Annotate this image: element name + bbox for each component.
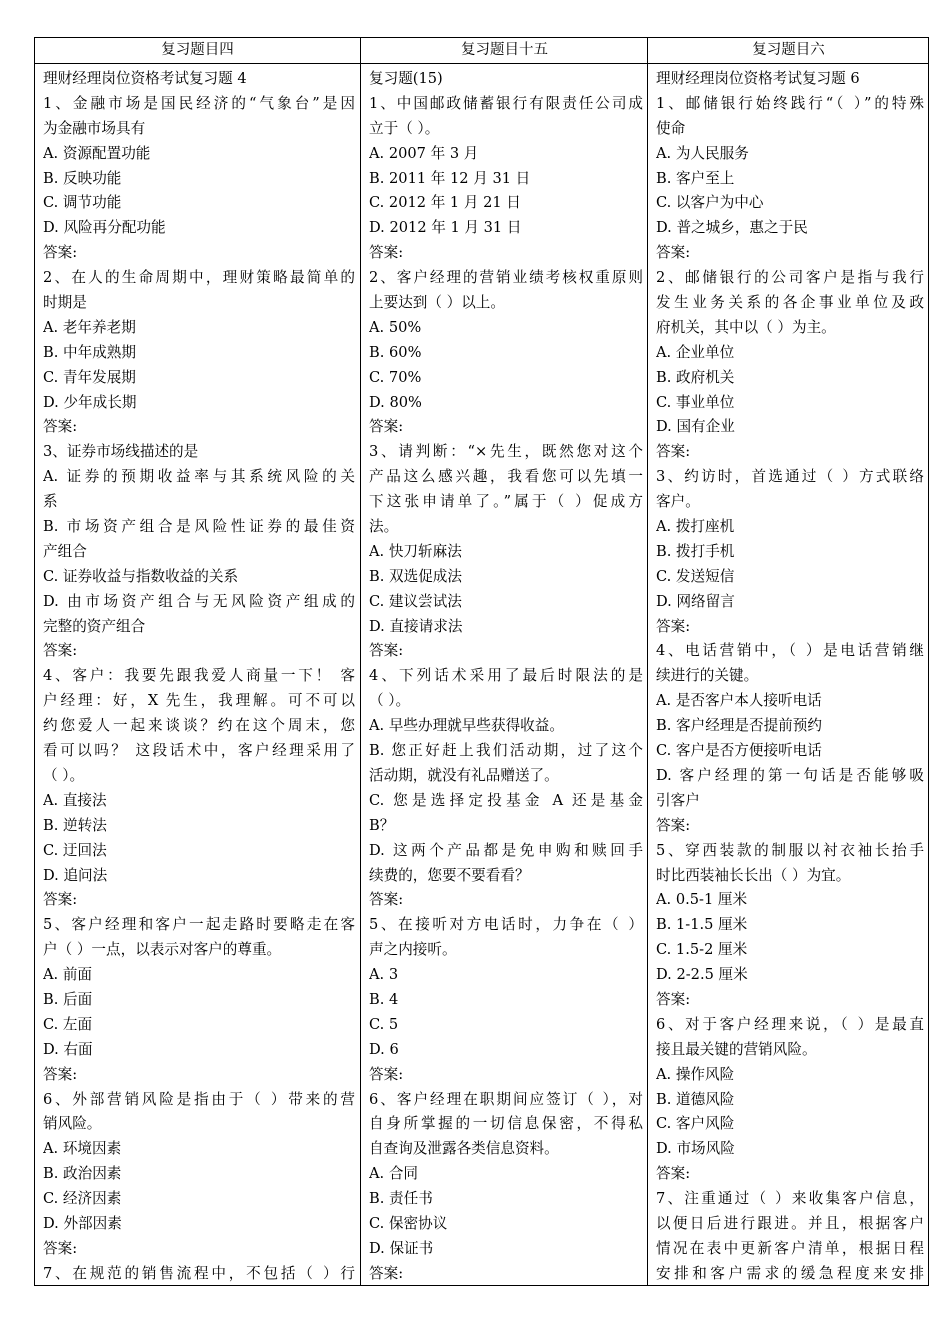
text-line: D. 国有企业	[656, 418, 735, 436]
text-line: 以便日后进行跟进。并且，根据客户	[656, 1214, 924, 1232]
text-line: 答案:	[369, 1065, 404, 1083]
text-line: C. 事业单位	[656, 393, 735, 411]
text-line: 答案:	[43, 244, 78, 262]
text-line: 理财经理岗位资格考试复习题 6	[656, 70, 860, 87]
text-line: 答案:	[369, 1264, 404, 1282]
text-line: D. 普之城乡，惠之于民	[656, 219, 808, 237]
text-line: C. 左面	[43, 1015, 93, 1033]
text-line: B. 2011 年 12 月 31 日	[369, 169, 531, 187]
text-line: D. 直接请求法	[369, 617, 463, 635]
text-line: 1、金融市场是国民经济的“气象台”是因	[43, 94, 355, 112]
text-line: 5、穿西装款的制服以衬衣袖长抬手	[656, 841, 924, 859]
text-line: C. 客户风险	[656, 1115, 735, 1133]
text-line: 答案:	[43, 1239, 78, 1257]
text-line: 答案:	[43, 1065, 78, 1083]
text-line: D. 这两个产品都是免申购和赎回手	[369, 841, 643, 859]
text-line: 下这张申请单了。”属于（ ）促成方	[369, 493, 643, 511]
text-line: A. 资源配置功能	[43, 144, 151, 162]
text-line: 看可以吗？ 这段话术中，客户经理采用了	[43, 742, 355, 760]
text-line: 完整的资产组合	[43, 617, 146, 635]
text-line: A. 是否客户本人接听电话	[656, 692, 822, 710]
text-line: D. 外部因素	[43, 1214, 122, 1232]
text-line: 1、中国邮政储蓄银行有限责任公司成	[369, 94, 643, 112]
text-line: C. 建议尝试法	[369, 592, 462, 610]
text-line: 答案:	[656, 816, 691, 834]
text-line: C. 2012 年 1 月 21 日	[369, 194, 521, 212]
text-line: 6、对于客户经理来说，（ ）是最直	[656, 1015, 924, 1033]
text-line: A. 2007 年 3 月	[369, 144, 479, 162]
text-line: 活动期，就没有礼品赠送了。	[369, 766, 559, 784]
text-line: C. 1.5-2 厘米	[656, 941, 748, 959]
column-header: 复习题目四	[35, 38, 360, 64]
text-line: 客户。	[656, 493, 700, 511]
text-line: B. 反映功能	[43, 169, 122, 187]
text-line: A. 快刀斩麻法	[369, 542, 462, 560]
text-line: C. 70%	[369, 368, 422, 386]
text-line: 引客户	[656, 791, 700, 809]
text-line: A. 环境因素	[43, 1140, 122, 1158]
text-line: 府机关，其中以（ ）为主。	[656, 318, 836, 336]
text-line: B. 政府机关	[656, 368, 735, 386]
text-line: D. 6	[369, 1040, 399, 1058]
text-line: A. 早些办理就早些获得收益。	[369, 717, 564, 735]
column-header: 复习题目六	[648, 38, 929, 64]
text-line: B. 拨打手机	[656, 542, 735, 560]
text-line: D. 少年成长期	[43, 393, 137, 411]
text-line: 7、注重通过（ ）来收集客户信息，	[656, 1190, 924, 1208]
text-line: D. 追问法	[43, 866, 108, 884]
text-line: D. 80%	[369, 393, 422, 411]
column-body	[648, 64, 929, 1285]
text-line: 答案:	[656, 1165, 691, 1183]
column-review-4	[35, 38, 360, 1285]
text-line: 系	[43, 493, 58, 511]
text-line: A. 直接法	[43, 791, 107, 809]
text-line: D. 市场风险	[656, 1140, 735, 1158]
text-line: 答案:	[43, 418, 78, 436]
text-line: 上要达到（ ）以上。	[369, 294, 505, 312]
text-line: 为金融市场具有	[43, 119, 146, 137]
text-line: A. 前面	[43, 966, 93, 984]
text-line: A. 50%	[369, 318, 422, 336]
text-line: 声之内接听。	[369, 941, 457, 959]
text-line: 答案:	[369, 891, 404, 909]
text-line: 答案:	[656, 443, 691, 461]
text-line: 自身所掌握的一切信息保密，不得私	[369, 1115, 643, 1133]
review-questions-table	[34, 37, 929, 1286]
text-line: 户（ ）一点，以表示对客户的尊重。	[43, 941, 282, 959]
text-line: 1、邮储银行始终践行“（ ）”的特殊	[656, 94, 924, 112]
text-line: 续进行的关键。	[656, 667, 759, 685]
text-line: B. 中年成熟期	[43, 343, 136, 361]
text-line: 发生业务关系的各企事业单位及政	[656, 294, 924, 312]
text-line: C. 保密协议	[369, 1214, 448, 1232]
text-line: 约您爱人一起来谈谈？约在这个周末，您	[43, 717, 355, 735]
text-line: 情况在表中更新客户清单，根据日程	[656, 1239, 924, 1257]
text-line: 2、邮储银行的公司客户是指与我行	[656, 269, 924, 287]
text-line: D. 右面	[43, 1040, 93, 1058]
text-line: 产组合	[43, 542, 87, 560]
text-line: 时比西装袖长长出（ ）为宜。	[656, 866, 851, 884]
text-line: 户经理：好，X 先生，我理解。可不可以	[43, 692, 355, 710]
text-line: B. 道德风险	[656, 1090, 735, 1108]
text-line: D. 由市场资产组合与无风险资产组成的	[43, 592, 355, 610]
text-line: B. 责任书	[369, 1190, 433, 1208]
text-line: 安排和客户需求的缓急程度来安排	[656, 1264, 924, 1282]
text-line: A. 老年养老期	[43, 318, 136, 336]
text-line: 2、客户经理的营销业绩考核权重原则	[369, 269, 643, 287]
text-line: 答案:	[656, 990, 691, 1008]
text-line: 接且最关键的营销风险。	[656, 1040, 817, 1058]
text-line: 答案:	[656, 244, 691, 262]
text-line: B. 逆转法	[43, 816, 107, 834]
text-line: 复习题(15)	[369, 70, 443, 87]
text-line: 2、在人的生命周期中，理财策略最简单的	[43, 269, 355, 287]
text-line: B. 后面	[43, 990, 93, 1008]
text-line: C. 5	[369, 1015, 399, 1033]
text-line: 答案:	[656, 617, 691, 635]
text-line: B？	[369, 816, 395, 834]
text-line: 7、在规范的销售流程中，不包括（ ）行	[43, 1264, 355, 1282]
text-line: B. 4	[369, 990, 399, 1008]
text-line: 答案:	[369, 244, 404, 262]
text-line: 6、客户经理在职期间应签订（ ），对	[369, 1090, 643, 1108]
text-line: A. 3	[369, 966, 399, 984]
text-line: 3、证券市场线描述的是	[43, 443, 199, 461]
text-line: B. 您正好赶上我们活动期，过了这个	[369, 742, 643, 760]
text-line: （ ）。	[369, 692, 411, 710]
text-line: A. 合同	[369, 1165, 419, 1183]
text-line: D. 客户经理的第一句话是否能够吸	[656, 766, 924, 784]
text-line: 产品这么感兴趣，我看您可以先填一	[369, 468, 643, 486]
column-header: 复习题目十五	[361, 38, 648, 64]
text-line: D. 风险再分配功能	[43, 219, 166, 237]
text-line: C. 迂回法	[43, 841, 107, 859]
column-body	[35, 64, 360, 1285]
text-line: 答案:	[369, 642, 404, 660]
text-line: C. 以客户为中心	[656, 194, 764, 212]
text-line: B. 客户至上	[656, 169, 735, 187]
text-line: C. 证券收益与指数收益的关系	[43, 567, 239, 585]
text-line: B. 60%	[369, 343, 422, 361]
text-line: A. 拨打座机	[656, 518, 735, 536]
text-line: 使命	[656, 119, 686, 137]
text-line: D. 保证书	[369, 1239, 434, 1257]
text-line: B. 1-1.5 厘米	[656, 916, 748, 934]
text-line: 5、客户经理和客户一起走路时要略走在客	[43, 916, 355, 934]
text-line: 4、客户：我要先跟我爱人商量一下！ 客	[43, 667, 355, 685]
text-line: C. 客户是否方便接听电话	[656, 742, 822, 760]
text-line: 续费的，您要不要看看？	[369, 866, 530, 884]
text-line: C. 您是选择定投基金 A 还是基金	[369, 791, 643, 809]
column-review-15	[360, 38, 648, 1285]
text-line: B. 双选促成法	[369, 567, 462, 585]
text-line: B. 政治因素	[43, 1165, 122, 1183]
text-line: 5、在接听对方电话时，力争在（ ）	[369, 916, 643, 934]
text-line: 3、约访时，首选通过（ ）方式联络	[656, 468, 924, 486]
text-line: D. 2-2.5 厘米	[656, 966, 748, 984]
text-line: A. 0.5-1 厘米	[656, 891, 748, 909]
text-line: 法。	[369, 518, 399, 536]
text-line: （ ）。	[43, 766, 85, 784]
text-line: B. 市场资产组合是风险性证券的最佳资	[43, 518, 355, 536]
text-line: 4、电话营销中，（ ）是电话营销继	[656, 642, 924, 660]
text-line: 时期是	[43, 294, 87, 312]
text-line: A. 操作风险	[656, 1065, 735, 1083]
text-line: 理财经理岗位资格考试复习题 4	[43, 70, 247, 87]
text-line: C. 经济因素	[43, 1190, 122, 1208]
text-line: 答案:	[43, 642, 78, 660]
text-line: A. 证券的预期收益率与其系统风险的关	[43, 468, 355, 486]
text-line: 立于（ ）。	[369, 119, 440, 137]
text-line: C. 调节功能	[43, 194, 122, 212]
text-line: 6、外部营销风险是指由于（ ）带来的营	[43, 1090, 355, 1108]
text-line: D. 网络留言	[656, 592, 735, 610]
text-line: 销风险。	[43, 1115, 102, 1133]
text-line: 答案:	[369, 418, 404, 436]
text-line: C. 青年发展期	[43, 368, 136, 386]
text-line: A. 为人民服务	[656, 144, 749, 162]
text-line: D. 2012 年 1 月 31 日	[369, 219, 522, 237]
text-line: A. 企业单位	[656, 343, 735, 361]
text-line: 3、请判断：“×先生，既然您对这个	[369, 443, 643, 461]
text-line: C. 发送短信	[656, 567, 735, 585]
text-line: 答案:	[43, 891, 78, 909]
text-line: 自查询及泄露各类信息资料。	[369, 1140, 559, 1158]
column-body	[361, 64, 648, 1285]
text-line: B. 客户经理是否提前预约	[656, 717, 822, 735]
column-review-6	[647, 38, 929, 1285]
text-line: 4、下列话术采用了最后时限法的是	[369, 667, 643, 685]
